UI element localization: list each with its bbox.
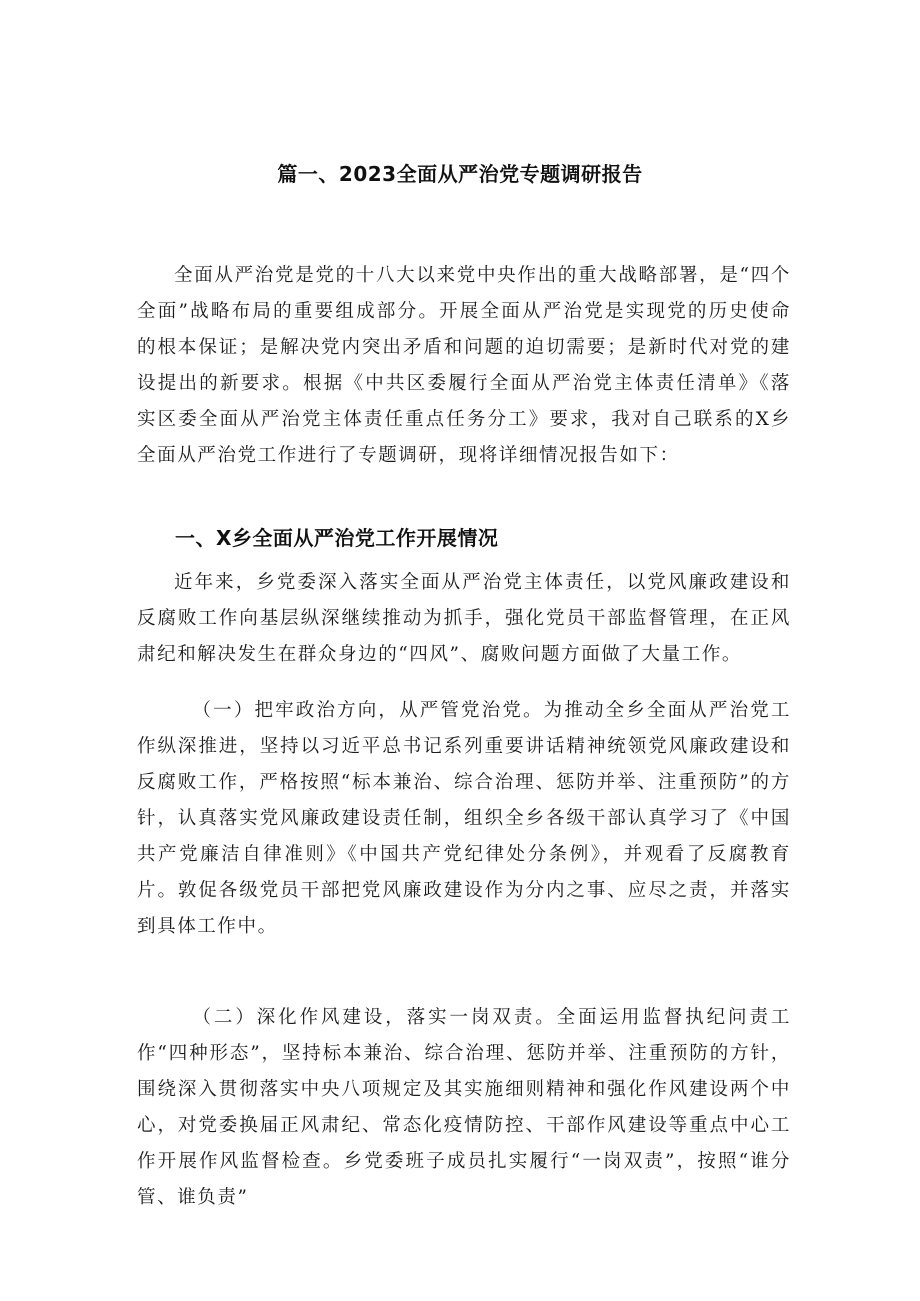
section-heading-1: 一、X乡全面从严治党工作开展情况 [175,526,499,550]
paragraph-work-style: （二）深化作风建设，落实一岗双责。全面运用监督执纪问责工作“四种形态”，坚持标本兼治、综合治理、惩防并举、注重预防的方针，围绕深入贯彻落实中央八项规定及其实施细则精神和强化作风建设两个中心，对党委换届正风肃纪、常态化疫情防控、干部作风建设等重点中心工作开展作风监督检查。乡党委班子成员扎实履行“一岗双责”，按照“谁分管、谁负责” [137,1007,791,1208]
paragraph-political-direction: （一）把牢政治方向，从严管党治党。为推动全乡全面从严治党工作纵深推进，坚持以习近平总书记系列重要讲话精神统领党风廉政建设和反腐败工作，严格按照“标本兼治、综合治理、惩防并举、注重预防”的方针，认真落实党风廉政建设责任制，组织全乡各级干部认真学习了《中国共产党廉洁自律准则》《中国共产党纪律处分条例》，并观看了反腐教育片。敦促各级党员干部把党风廉政建设作为分内之事、应尽之责，并落实到具体工作中。 [137,700,791,937]
document-title: 篇一、2023全面从严治党专题调研报告 [277,162,643,186]
paragraph-intro: 全面从严治党是党的十八大以来党中央作出的重大战略部署，是“四个全面”战略布局的重要组成部分。开展全面从严治党是实现党的历史使命的根本保证；是解决党内突出矛盾和问题的迫切需要；是新时代对党的建设提出的新要求。根据《中共区委履行全面从严治党主体责任清单》《落实区委全面从严治党主体责任重点任务分工》要求，我对自己联系的X乡全面从严治党工作进行了专题调研，现将详细情况报告如下： [137,265,791,466]
paragraph-overview: 近年来，乡党委深入落实全面从严治党主体责任，以党风廉政建设和反腐败工作向基层纵深继续推动为抓手，强化党员干部监督管理，在正风肃纪和解决发生在群众身边的“四风”、腐败问题方面做了大量工作。 [137,572,791,665]
